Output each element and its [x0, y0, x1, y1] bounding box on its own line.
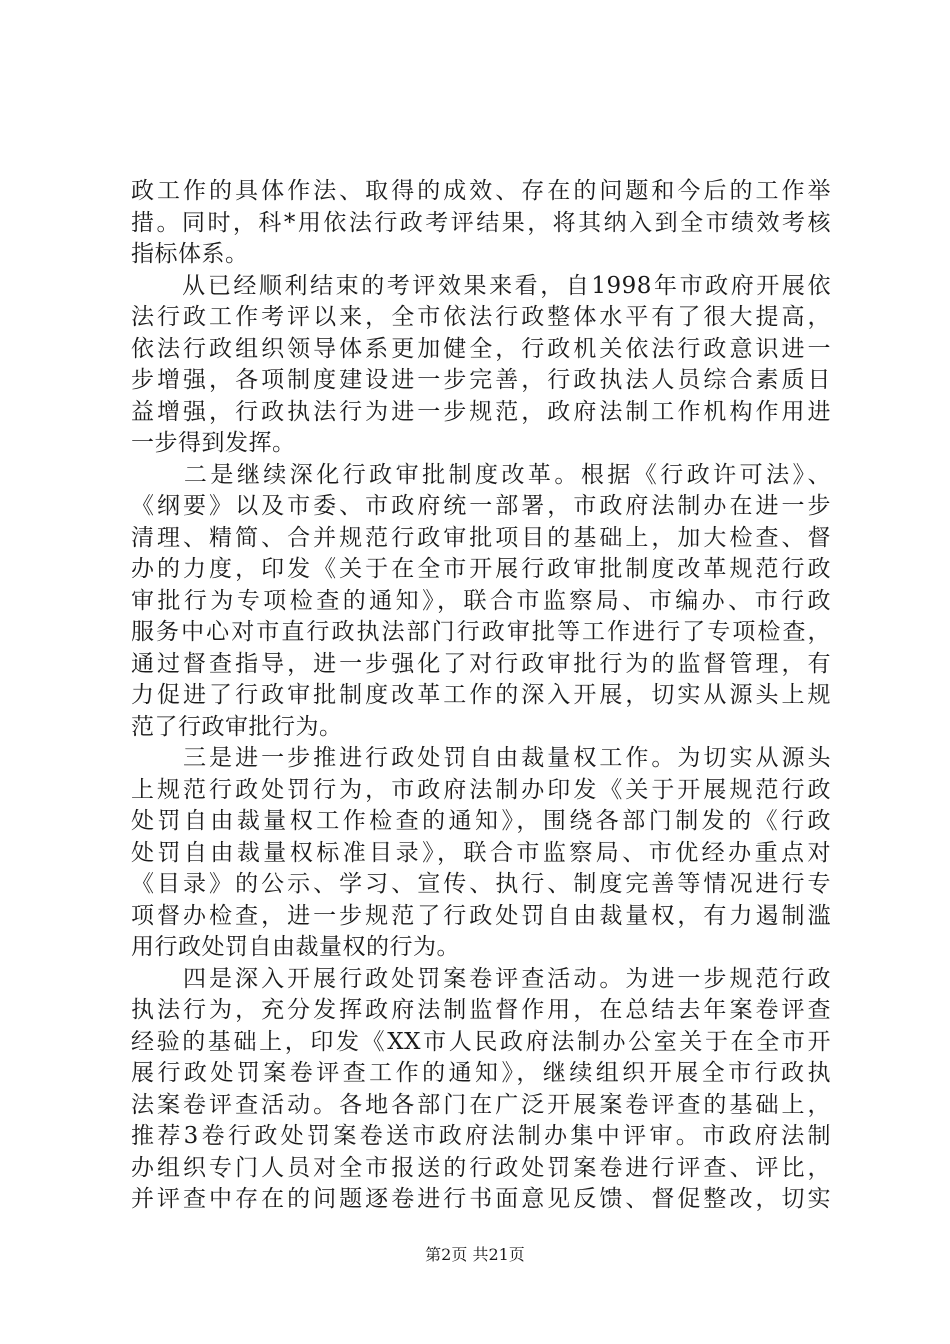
text-line: 力促进了行政审批制度改革工作的深入开展，切实从源头上规	[131, 682, 831, 708]
text-line: 二是继续深化行政审批制度改革。根据《行政许可法》、	[131, 461, 831, 488]
text-line: 经验的基础上，印发《XX市人民政府法制办公室关于在全市开	[131, 1028, 831, 1055]
text-line: 指标体系。	[131, 241, 249, 267]
text-line: 法行政工作考评以来，全市依法行政整体水平有了很大提高，	[131, 304, 831, 330]
text-line: 法案卷评查活动。各地各部门在广泛开展案卷评查的基础上，	[131, 1091, 831, 1118]
body-text	[131, 176, 831, 1216]
page-number-footer: 第2页 共21页	[425, 1245, 525, 1264]
text-line: 通过督查指导，进一步强化了对行政审批行为的监督管理，有	[131, 650, 831, 677]
text-line: 清理、精简、合并规范行政审批项目的基础上，加大检查、督	[131, 524, 831, 551]
text-line: 《纲要》以及市委、市政府统一部署，市政府法制办在进一步	[131, 493, 831, 519]
text-line: 并评查中存在的问题逐卷进行书面意见反馈、督促整改，切实	[131, 1186, 831, 1212]
text-line: 审批行为专项检查的通知》，联合市监察局、市编办、市行政	[131, 587, 831, 614]
text-line: 《目录》的公示、学习、宣传、执行、制度完善等情况进行专	[131, 871, 831, 897]
text-line: 推荐3卷行政处罚案卷送市政府法制办集中评审。市政府法制	[131, 1123, 831, 1149]
text-line: 一步得到发挥。	[131, 430, 296, 456]
text-line: 项督办检查，进一步规范了行政处罚自由裁量权，有力遏制滥	[131, 902, 831, 929]
text-line: 用行政处罚自由裁量权的行为。	[131, 934, 460, 960]
text-line: 措。同时，科*用依法行政考评结果，将其纳入到全市绩效考核	[131, 209, 831, 236]
text-line: 三是进一步推进行政处罚自由裁量权工作。为切实从源头	[131, 745, 831, 771]
text-line: 上规范行政处罚行为，市政府法制办印发《关于开展规范行政	[131, 776, 831, 803]
text-line: 步增强，各项制度建设进一步完善，行政执法人员综合素质日	[131, 367, 831, 393]
text-line: 政工作的具体作法、取得的成效、存在的问题和今后的工作举	[131, 178, 831, 204]
text-line: 四是深入开展行政处罚案卷评查活动。为进一步规范行政	[131, 965, 831, 992]
text-line: 办组织专门人员对全市报送的行政处罚案卷进行评查、评比，	[131, 1154, 831, 1181]
text-line: 办的力度，印发《关于在全市开展行政审批制度改革规范行政	[131, 556, 831, 582]
text-line: 执法行为，充分发挥政府法制监督作用，在总结去年案卷评查	[131, 997, 831, 1023]
text-line: 从已经顺利结束的考评效果来看，自1998年市政府开展依	[131, 272, 831, 299]
text-line: 展行政处罚案卷评查工作的通知》，继续组织开展全市行政执	[131, 1060, 831, 1086]
text-line: 处罚自由裁量权工作检查的通知》，围绕各部门制发的《行政	[131, 808, 831, 834]
text-line: 处罚自由裁量权标准目录》，联合市监察局、市优经办重点对	[131, 839, 831, 866]
text-line: 益增强，行政执法行为进一步规范，政府法制工作机构作用进	[131, 398, 831, 425]
text-line: 服务中心对市直行政执法部门行政审批等工作进行了专项检查，	[131, 619, 831, 645]
text-line: 依法行政组织领导体系更加健全，行政机关依法行政意识进一	[131, 335, 831, 362]
text-line: 范了行政审批行为。	[131, 713, 343, 740]
